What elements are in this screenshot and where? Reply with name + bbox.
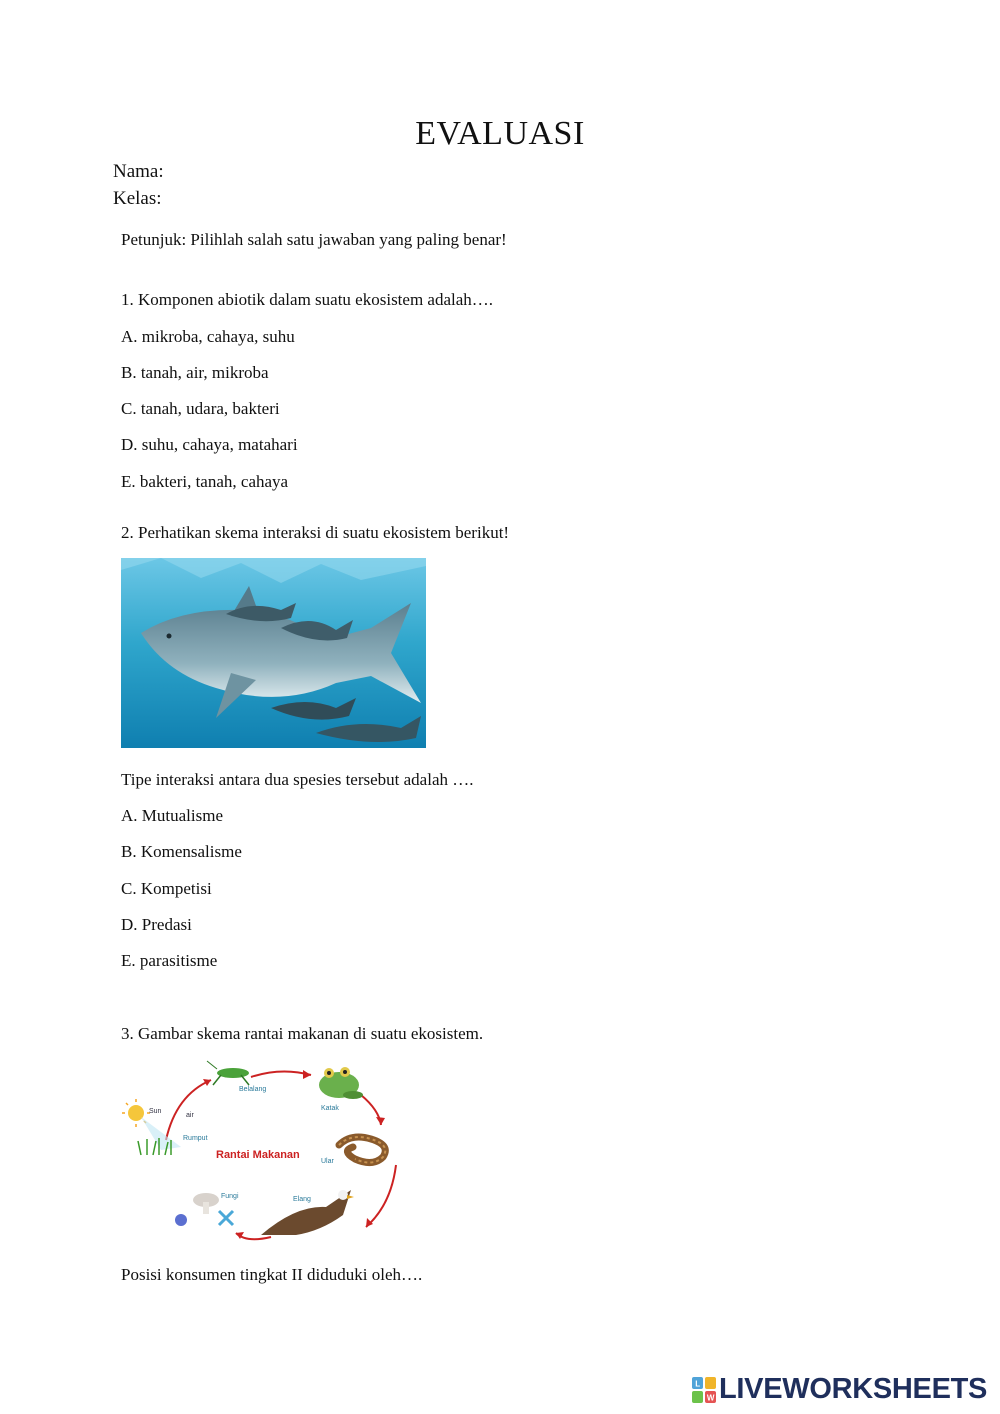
diagram-label-frog: Katak — [321, 1105, 339, 1112]
diagram-label-grasshopper: Belalang — [239, 1086, 267, 1093]
question-3-text: 3. Gambar skema rantai makanan di suatu ekosistem. — [121, 1024, 484, 1043]
liveworksheets-logo-text: LIVEWORKSHEETS — [719, 1373, 988, 1405]
diagram-label-fungi: Fungi — [221, 1193, 239, 1200]
question-1-text: 1. Komponen abiotik dalam suatu ekosistem adalah…. — [121, 290, 494, 309]
instructions: Petunjuk: Pilihlah salah satu jawaban yang paling benar! — [121, 230, 507, 249]
q2-option-e: E. parasitisme — [121, 951, 218, 970]
diagram-title: Rantai Makanan — [216, 1149, 300, 1161]
q1-option-a: A. mikroba, cahaya, suhu — [121, 327, 295, 346]
name-label: Nama: — [113, 161, 164, 182]
q1-option-e: E. bakteri, tanah, cahaya — [121, 472, 289, 491]
q2-option-d: D. Predasi — [121, 915, 192, 934]
grasshopper-icon — [207, 1061, 249, 1085]
diagram-label-air: air — [186, 1112, 194, 1119]
food-chain-diagram — [121, 1055, 436, 1250]
class-label: Kelas: — [113, 188, 162, 209]
question-3-prompt: Posisi konsumen tingkat II diduduki oleh…. — [121, 1265, 423, 1284]
q2-option-a: A. Mutualisme — [121, 806, 223, 825]
svg-text:W: W — [706, 1393, 715, 1402]
worksheet-title: EVALUASI — [415, 115, 585, 152]
question-2-text: 2. Perhatikan skema interaksi di suatu ekosistem berikut! — [121, 523, 510, 542]
q1-option-b: B. tanah, air, mikroba — [121, 363, 269, 382]
liveworksheets-logo-icon — [692, 1377, 716, 1403]
q2-option-b: B. Komensalisme — [121, 842, 242, 861]
diagram-label-eagle: Elang — [293, 1196, 311, 1203]
diagram-label-sun: Sun — [149, 1108, 162, 1115]
q1-option-d: D. suhu, cahaya, matahari — [121, 435, 298, 454]
question-2-prompt: Tipe interaksi antara dua spesies tersebut adalah …. — [121, 770, 474, 789]
shark-remora-image — [121, 558, 426, 748]
svg-text:L: L — [695, 1379, 700, 1388]
q2-option-c: C. Kompetisi — [121, 879, 212, 898]
diagram-label-grass: Rumput — [183, 1135, 208, 1142]
diagram-label-snake: Ular — [321, 1158, 334, 1165]
q1-option-c: C. tanah, udara, bakteri — [121, 399, 280, 418]
frog-icon — [319, 1067, 363, 1099]
liveworksheets-logo — [692, 1373, 987, 1406]
